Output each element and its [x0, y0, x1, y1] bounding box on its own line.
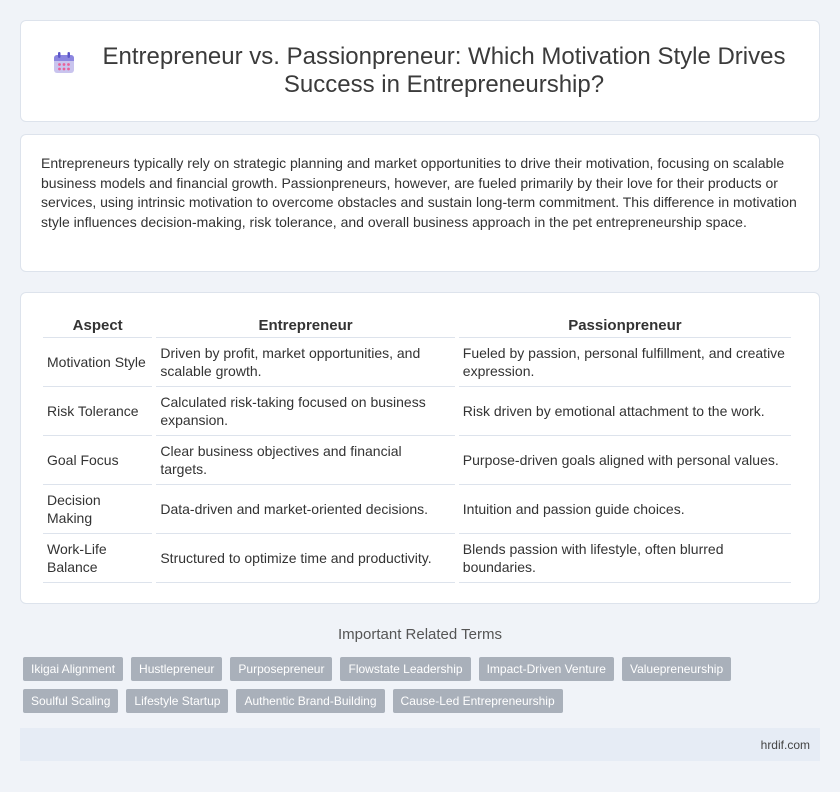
title-card	[20, 20, 820, 122]
footer-site[interactable]: hrdif.com	[760, 737, 810, 752]
row-passionpreneur: Purpose-driven goals aligned with personal values.	[459, 436, 791, 485]
table-row	[43, 485, 791, 534]
tag-soulful-scaling[interactable]: Soulful Scaling	[23, 689, 118, 713]
tag-authentic-brand-building[interactable]: Authentic Brand-Building	[236, 689, 384, 713]
header-aspect: Aspect	[43, 313, 152, 338]
row-passionpreneur: Risk driven by emotional attachment to the work.	[459, 387, 791, 436]
row-entrepreneur: Calculated risk-taking focused on business expansion.	[156, 387, 454, 436]
footer	[20, 728, 820, 761]
row-entrepreneur: Structured to optimize time and productivity.	[156, 534, 454, 583]
row-entrepreneur: Driven by profit, market opportunities, and scalable growth.	[156, 338, 454, 387]
intro-paragraph: Entrepreneurs typically rely on strategic planning and market opportunities to drive their motivation, focusing on scalable business models and financial growth. Passionpreneurs, however, are fueled primarily by their love for their products or services, using intrinsic motivation to overcome obstacles and sustain long-term commitment. This difference in motivation style influences decision-making, risk tolerance, and overall business approach in the pet entrepreneurship space.	[41, 155, 797, 230]
page-title: Entrepreneur vs. Passionpreneur: Which Motivation Style Drives Success in Entrepreneurship?	[102, 43, 786, 98]
tag-ikigai-alignment[interactable]: Ikigai Alignment	[23, 657, 123, 681]
comparison-table	[39, 313, 795, 583]
row-entrepreneur: Clear business objectives and financial targets.	[156, 436, 454, 485]
row-passionpreneur: Intuition and passion guide choices.	[459, 485, 791, 534]
title-wrap	[50, 43, 790, 99]
table-header-row	[43, 313, 791, 338]
tag-hustlepreneur[interactable]: Hustlepreneur	[131, 657, 222, 681]
row-aspect: Work-Life Balance	[43, 534, 152, 583]
row-aspect: Decision Making	[43, 485, 152, 534]
comparison-card	[20, 292, 820, 604]
table-row	[43, 534, 791, 583]
header-passionpreneur: Passionpreneur	[459, 313, 791, 338]
tag-purposepreneur[interactable]: Purposepreneur	[230, 657, 332, 681]
tag-valuepreneurship[interactable]: Valuepreneurship	[622, 657, 731, 681]
row-passionpreneur: Blends passion with lifestyle, often blurred boundaries.	[459, 534, 791, 583]
tag-lifestyle-startup[interactable]: Lifestyle Startup	[126, 689, 228, 713]
table-row	[43, 338, 791, 387]
related-terms-title: Important Related Terms	[338, 626, 502, 643]
tag-impact-driven-venture[interactable]: Impact-Driven Venture	[479, 657, 614, 681]
row-entrepreneur: Data-driven and market-oriented decisions.	[156, 485, 454, 534]
row-aspect: Motivation Style	[43, 338, 152, 387]
intro-card	[20, 134, 820, 272]
related-terms-list	[23, 657, 823, 721]
row-aspect: Goal Focus	[43, 436, 152, 485]
calendar-icon	[50, 49, 78, 77]
table-row	[43, 387, 791, 436]
tag-cause-led-entrepreneurship[interactable]: Cause-Led Entrepreneurship	[393, 689, 563, 713]
tag-flowstate-leadership[interactable]: Flowstate Leadership	[340, 657, 470, 681]
table-row	[43, 436, 791, 485]
header-entrepreneur: Entrepreneur	[156, 313, 454, 338]
row-passionpreneur: Fueled by passion, personal fulfillment, and creative expression.	[459, 338, 791, 387]
row-aspect: Risk Tolerance	[43, 387, 152, 436]
